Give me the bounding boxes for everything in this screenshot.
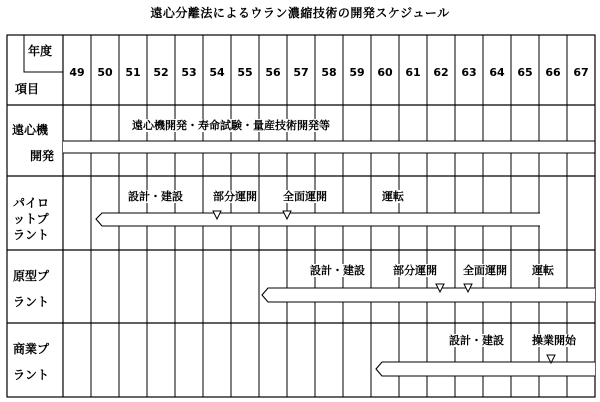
row2-annotation-partial: 部分運開 (213, 190, 257, 203)
year-label: 60 (377, 66, 393, 79)
row3-label-line1: 原型プ (13, 269, 50, 283)
row2-annotation-operation: 運転 (382, 190, 404, 203)
row1-annotation: 遠心機開発・寿命試験・量産技術開発等 (132, 119, 330, 132)
row3-annotation-full: 全面運開 (463, 264, 507, 277)
year-label: 59 (349, 66, 365, 79)
year-label: 51 (125, 66, 141, 79)
row2-bar (96, 213, 540, 226)
year-label: 66 (545, 66, 561, 79)
row2-annotation-full: 全面運開 (283, 190, 327, 203)
year-label: 63 (461, 66, 477, 79)
row4-annotation-start: 操業開始 (532, 334, 576, 347)
row1-label-line2: 開発 (30, 149, 55, 163)
year-label: 50 (97, 66, 113, 79)
year-label: 64 (489, 66, 505, 79)
year-label: 56 (265, 66, 281, 79)
row4-annotation-design: 設計・建設 (449, 334, 504, 347)
header-item-label: 項目 (15, 82, 40, 96)
row3-label-line2: ラント (13, 295, 50, 309)
year-label: 57 (293, 66, 309, 79)
row3-bar (262, 288, 595, 302)
year-label: 62 (433, 66, 449, 79)
row2-label-line1: パイロ (13, 196, 50, 210)
year-label: 53 (181, 66, 197, 79)
row3-annotation-operation: 運転 (532, 264, 554, 277)
year-label: 67 (573, 66, 589, 79)
year-label: 61 (405, 66, 421, 79)
row4-label-line1: 商業プ (13, 342, 50, 356)
header-year-label: 年度 (28, 44, 53, 58)
row2-annotation-design: 設計・建設 (128, 190, 183, 203)
year-label: 52 (153, 66, 169, 79)
row2-label-line2: ットプ (13, 212, 49, 226)
row1-bar (63, 141, 595, 153)
row1-label-line1: 遠心機 (12, 123, 49, 137)
year-label: 58 (321, 66, 337, 79)
year-label: 49 (69, 66, 85, 79)
row4-label-line2: ラント (13, 368, 50, 382)
row4-bar (376, 362, 595, 376)
year-label: 54 (209, 66, 225, 79)
row2-label-line3: ラント (13, 228, 50, 242)
year-label: 65 (517, 66, 533, 79)
year-label: 55 (237, 66, 253, 79)
row3-annotation-partial: 部分運開 (393, 264, 437, 277)
page-title: 遠心分離法によるウラン濃縮技術の開発スケジュール (150, 6, 450, 20)
row3-annotation-design: 設計・建設 (310, 264, 365, 277)
